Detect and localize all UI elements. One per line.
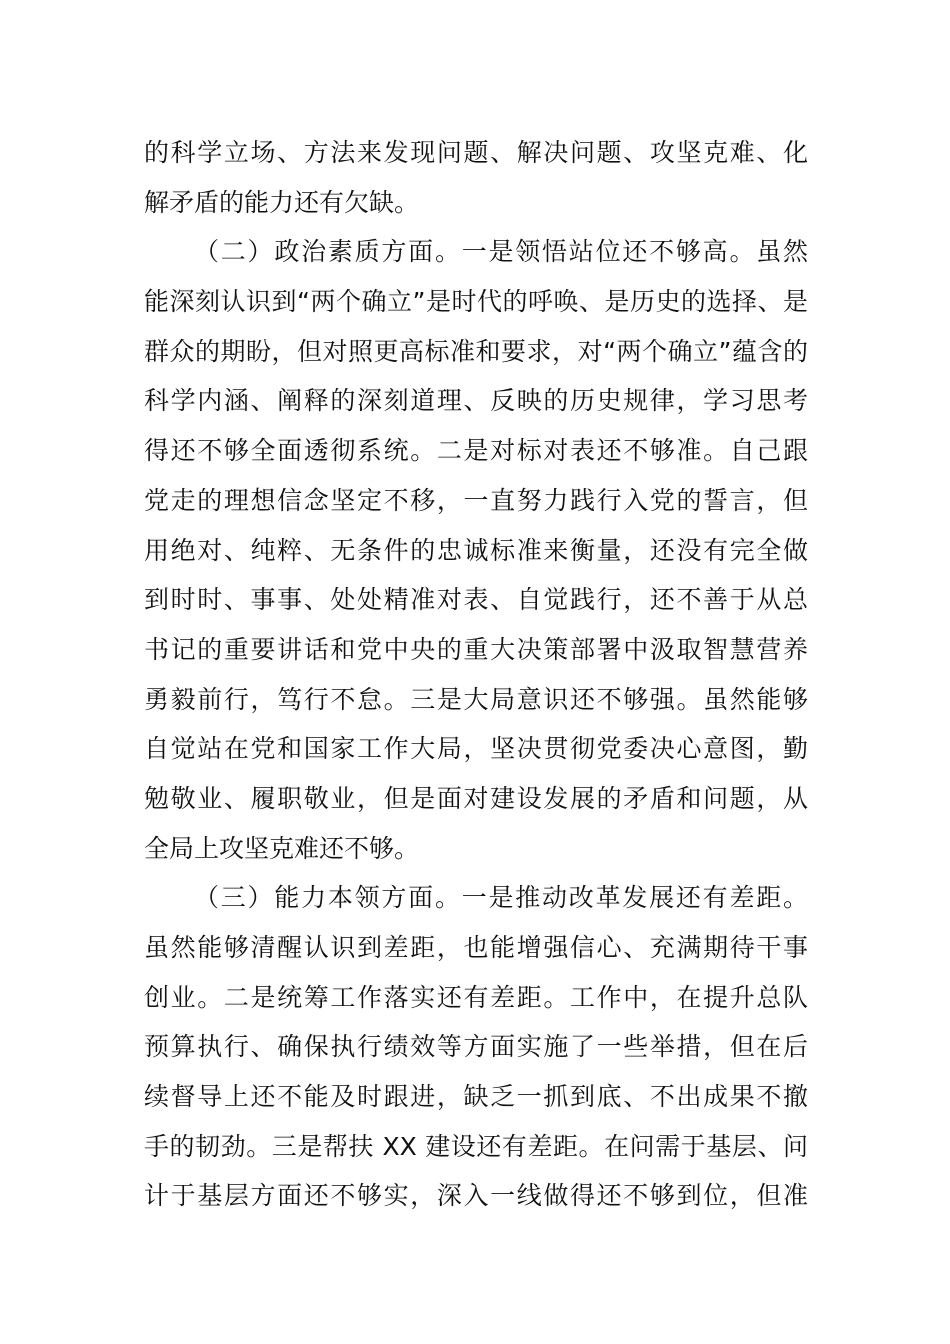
text-line: 解矛盾的能力还有欠缺。 [144,187,420,217]
text-line: 用绝对、纯粹、无条件的忠诚标准来衡量，还没有完全做 [144,535,808,565]
section-heading-line: （二）政治素质方面。一是领悟站位还不够高。虽然 [194,237,808,267]
text-line: 手的韧劲。三是帮扶 XX 建设还有差距。在问需于基层、问 [144,1131,808,1161]
text-line: 到时时、事事、处处精准对表、自觉践行，还不善于从总 [144,585,808,615]
text-line: 科学内涵、阐释的深刻道理、反映的历史规律，学习思考 [144,386,808,416]
body-text [144,128,808,1221]
section-heading-line: （三）能力本领方面。一是推动改革发展还有差距。 [194,883,808,913]
text-line: 能深刻认识到“两个确立”是时代的呼唤、是历史的选择、是 [144,287,808,317]
text-line: 自觉站在党和国家工作大局，坚决贯彻党委决心意图，勤 [144,734,808,764]
text-line: 计于基层方面还不够实，深入一线做得还不够到位，但准 [144,1181,808,1211]
text-line: 得还不够全面透彻系统。二是对标对表还不够准。自己跟 [144,436,808,466]
text-line: 党走的理想信念坚定不移，一直努力践行入党的誓言，但 [144,485,808,515]
text-line: 的科学立场、方法来发现问题、解决问题、攻坚克难、化 [144,138,808,167]
text-line: 勉敬业、履职敬业，但是面对建设发展的矛盾和问题，从 [144,783,808,813]
text-line: 书记的重要讲话和党中央的重大决策部署中汲取智慧营养 [144,634,808,664]
text-line: 续督导上还不能及时跟进，缺乏一抓到底、不出成果不撤 [144,1082,808,1112]
text-line: 群众的期盼，但对照更高标准和要求，对“两个确立”蕴含的 [144,336,808,366]
text-line: 预算执行、确保执行绩效等方面实施了一些举措，但在后 [144,1032,808,1062]
text-line: 勇毅前行，笃行不怠。三是大局意识还不够强。虽然能够 [144,684,808,714]
text-line: 创业。二是统筹工作落实还有差距。工作中，在提升总队 [144,982,808,1012]
text-line: 虽然能够清醒认识到差距，也能增强信心、充满期待干事 [144,933,808,962]
text-line: 全局上攻坚克难还不够。 [144,833,420,863]
